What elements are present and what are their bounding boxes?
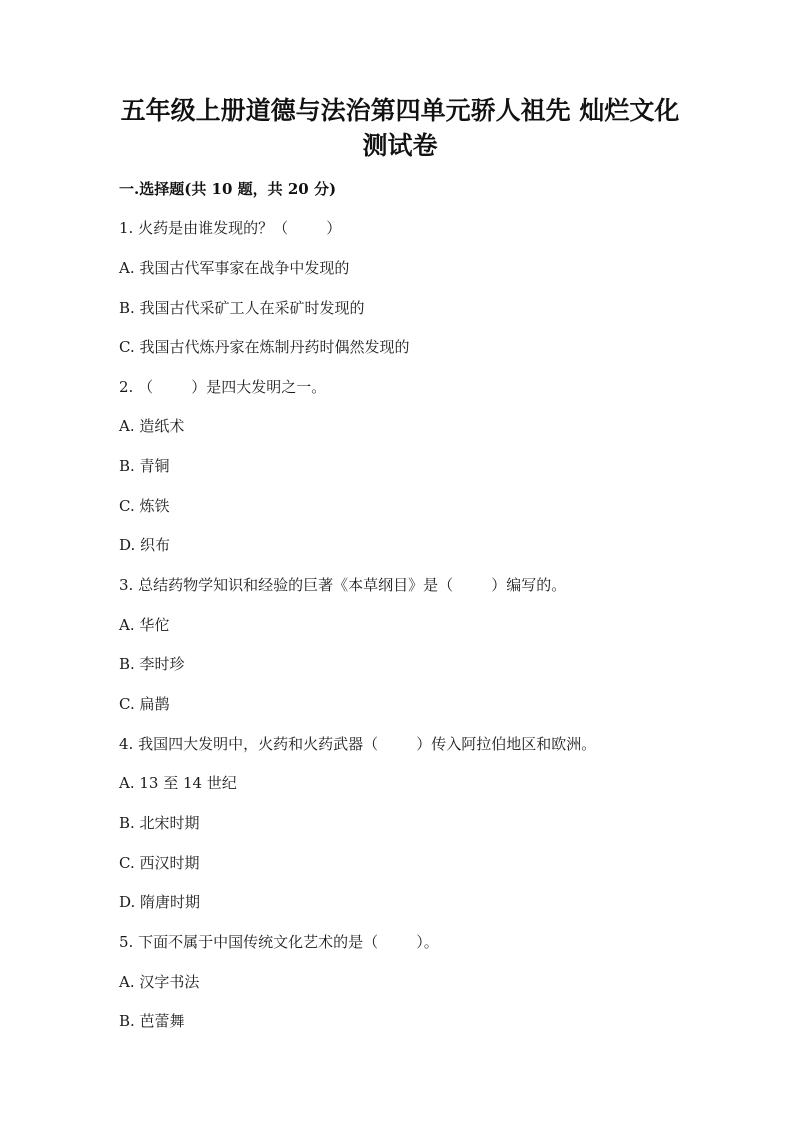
section-heading: 一.选择题(共 10 题，共 20 分)	[119, 180, 337, 198]
question-5-option-a: A. 汉字书法	[119, 973, 200, 991]
question-2-option-b: B. 青铜	[119, 457, 170, 475]
question-3-option-b: B. 李时珍	[119, 655, 185, 673]
question-2-option-d: D. 织布	[119, 536, 171, 554]
question-2-option-a: A. 造纸术	[119, 417, 185, 435]
question-5-option-b: B. 芭蕾舞	[119, 1012, 185, 1030]
question-5-stem: 5. 下面不属于中国传统文化艺术的是（ ）。	[119, 933, 439, 951]
question-2-option-c: C. 炼铁	[119, 497, 170, 515]
question-1-option-b: B. 我国古代采矿工人在采矿时发现的	[119, 299, 365, 317]
question-3-stem: 3. 总结药物学知识和经验的巨著《本草纲目》是（ ）编写的。	[119, 576, 567, 594]
page-title: 五年级上册道德与法治第四单元骄人祖先 灿烂文化	[120, 96, 680, 125]
question-4-option-a: A. 13 至 14 世纪	[119, 774, 237, 792]
question-3-option-c: C. 扁鹊	[119, 695, 170, 713]
question-4-option-d: D. 隋唐时期	[119, 893, 201, 911]
question-4-option-c: C. 西汉时期	[119, 854, 200, 872]
page-subtitle: 测试卷	[362, 131, 438, 160]
question-4-stem: 4. 我国四大发明中，火药和火药武器（ ）传入阿拉伯地区和欧洲。	[119, 735, 597, 753]
question-3-option-a: A. 华佗	[119, 616, 170, 634]
question-2-stem: 2. （ ）是四大发明之一。	[119, 378, 327, 396]
question-1-option-a: A. 我国古代军事家在战争中发现的	[119, 259, 350, 277]
question-1-stem: 1. 火药是由谁发现的？（ ）	[119, 219, 342, 237]
question-4-option-b: B. 北宋时期	[119, 814, 200, 832]
question-1-option-c: C. 我国古代炼丹家在炼制丹药时偶然发现的	[119, 338, 410, 356]
